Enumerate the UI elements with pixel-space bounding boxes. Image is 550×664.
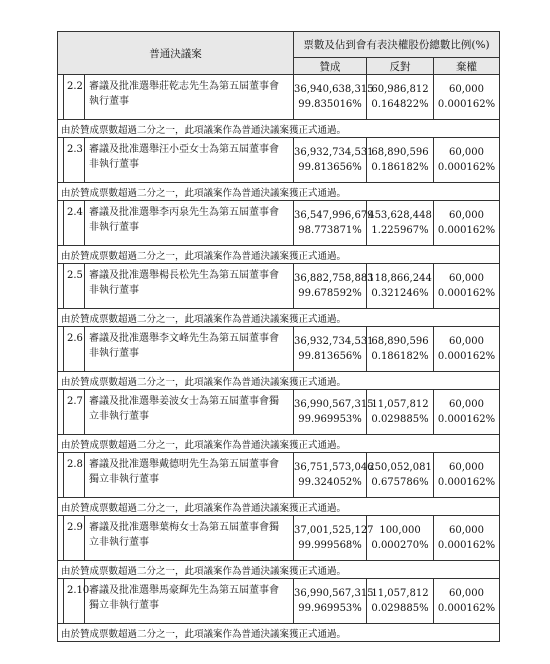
resolution-note: 由於贊成票數超過二分之一，此項議案作為普通決議案獲正式通過。 xyxy=(58,435,500,453)
resolution-note-row xyxy=(58,624,500,642)
resolution-number: 2.10 xyxy=(64,579,85,624)
against-pct: 0.186182% xyxy=(371,351,429,362)
for-cell xyxy=(294,75,374,120)
resolution-description: 審議及批准選舉馬豪輝先生為第五屆董事會獨立非執行董事 xyxy=(85,579,294,624)
for-votes: 36,932,734,531 xyxy=(294,336,374,347)
abstain-cell xyxy=(434,390,500,435)
abstain-pct: 0.000162% xyxy=(437,225,496,236)
abstain-pct: 0.000162% xyxy=(437,288,496,299)
for-votes: 36,751,573,046 xyxy=(294,462,374,473)
abstain-cell xyxy=(434,201,500,246)
for-pct: 98.773871% xyxy=(298,225,362,236)
against-pct: 0.675786% xyxy=(371,477,429,488)
abstain-votes: 60,000 xyxy=(449,273,485,284)
abstain-votes: 60,000 xyxy=(449,462,485,473)
resolution-rows xyxy=(58,75,500,642)
header-ordinary-resolutions: 普通決議案 xyxy=(58,32,294,75)
resolution-number: 2.2 xyxy=(64,75,85,120)
header-against: 反對 xyxy=(367,58,434,75)
against-cell xyxy=(367,264,434,309)
resolution-row xyxy=(58,201,500,246)
resolution-number: 2.6 xyxy=(64,327,85,372)
abstain-cell xyxy=(434,75,500,120)
against-pct: 0.029885% xyxy=(371,414,429,425)
abstain-votes: 60,000 xyxy=(449,147,485,158)
abstain-cell xyxy=(434,327,500,372)
for-cell xyxy=(294,201,374,246)
for-pct: 99.678592% xyxy=(298,288,362,299)
abstain-pct: 0.000162% xyxy=(437,351,496,362)
for-pct: 99.969953% xyxy=(298,414,362,425)
for-pct: 99.813656% xyxy=(298,162,362,173)
against-votes: 68,890,596 xyxy=(371,336,429,347)
resolution-note-row xyxy=(58,435,500,453)
resolution-note: 由於贊成票數超過二分之一，此項議案作為普通決議案獲正式通過。 xyxy=(58,309,500,327)
against-votes: 11,057,812 xyxy=(371,399,429,410)
for-votes: 36,932,734,531 xyxy=(294,147,374,158)
resolution-row xyxy=(58,75,500,120)
resolution-note-row xyxy=(58,183,500,201)
resolution-row xyxy=(58,453,500,498)
resolution-description: 審議及批准選舉姜波女士為第五屆董事會獨立非執行董事 xyxy=(85,390,294,435)
for-pct: 99.999568% xyxy=(298,540,362,551)
for-pct: 99.813656% xyxy=(298,351,362,362)
resolution-row xyxy=(58,264,500,309)
resolution-number: 2.8 xyxy=(64,453,85,498)
for-votes: 36,990,567,315 xyxy=(294,588,374,599)
for-cell xyxy=(294,579,374,624)
for-cell xyxy=(294,264,374,309)
resolution-row xyxy=(58,138,500,183)
for-votes: 36,990,567,315 xyxy=(294,399,374,410)
abstain-cell xyxy=(434,453,500,498)
resolution-description: 審議及批准選舉戴德明先生為第五屆董事會獨立非執行董事 xyxy=(85,453,294,498)
resolution-note-row xyxy=(58,120,500,138)
against-votes: 118,866,244 xyxy=(368,273,432,284)
against-cell xyxy=(367,327,434,372)
abstain-pct: 0.000162% xyxy=(437,603,496,614)
resolution-description: 審議及批准選舉李文峰先生為第五屆董事會非執行董事 xyxy=(85,327,294,372)
against-votes: 250,052,081 xyxy=(368,462,432,473)
for-votes: 37,001,525,127 xyxy=(294,525,374,536)
for-pct: 99.835016% xyxy=(298,99,362,110)
resolution-note: 由於贊成票數超過二分之一，此項議案作為普通決議案獲正式通過。 xyxy=(58,561,500,579)
resolution-description: 審議及批准選舉楊長松先生為第五屆董事會非執行董事 xyxy=(85,264,294,309)
header-for: 贊成 xyxy=(294,58,367,75)
resolution-row xyxy=(58,579,500,624)
resolution-row xyxy=(58,327,500,372)
resolution-description: 審議及批准選舉葉梅女士為第五屆董事會獨立非執行董事 xyxy=(85,516,294,561)
abstain-pct: 0.000162% xyxy=(437,414,496,425)
resolution-note-row xyxy=(58,561,500,579)
for-pct: 99.324052% xyxy=(298,477,362,488)
resolution-note: 由於贊成票數超過二分之一，此項議案作為普通決議案獲正式通過。 xyxy=(58,372,500,390)
header-abstain: 棄權 xyxy=(434,58,500,75)
resolution-description: 審議及批准選舉莊乾志先生為第五屆董事會執行董事 xyxy=(85,75,294,120)
against-cell xyxy=(367,390,434,435)
abstain-pct: 0.000162% xyxy=(437,99,496,110)
for-cell xyxy=(294,453,374,498)
resolution-note: 由於贊成票數超過二分之一，此項議案作為普通決議案獲正式通過。 xyxy=(58,246,500,264)
voting-results-document xyxy=(57,31,499,642)
abstain-pct: 0.000162% xyxy=(437,540,496,551)
resolution-note-row xyxy=(58,498,500,516)
resolution-row xyxy=(58,516,500,561)
against-pct: 0.321246% xyxy=(371,288,429,299)
resolution-note: 由於贊成票數超過二分之一，此項議案作為普通決議案獲正式通過。 xyxy=(58,120,500,138)
against-cell xyxy=(367,75,434,120)
abstain-cell xyxy=(434,264,500,309)
for-votes: 36,940,638,315 xyxy=(294,84,374,95)
for-cell xyxy=(294,327,374,372)
against-votes: 453,628,448 xyxy=(368,210,432,221)
header-vote-counts: 票數及佔到會有表決權股份總數比例(%) xyxy=(294,32,500,58)
resolution-number: 2.5 xyxy=(64,264,85,309)
against-pct: 0.186182% xyxy=(371,162,429,173)
against-votes: 11,057,812 xyxy=(371,588,429,599)
resolution-note-row xyxy=(58,309,500,327)
against-pct: 1.225967% xyxy=(371,225,429,236)
abstain-votes: 60,000 xyxy=(449,588,485,599)
voting-results-table xyxy=(57,31,500,642)
abstain-cell xyxy=(434,579,500,624)
against-votes: 60,986,812 xyxy=(371,84,429,95)
abstain-cell xyxy=(434,138,500,183)
resolution-note: 由於贊成票數超過二分之一，此項議案作為普通決議案獲正式通過。 xyxy=(58,498,500,516)
for-cell xyxy=(294,138,374,183)
against-pct: 0.000270% xyxy=(371,540,429,551)
against-pct: 0.164822% xyxy=(371,99,429,110)
for-pct: 99.969953% xyxy=(298,603,362,614)
resolution-number: 2.9 xyxy=(64,516,85,561)
abstain-cell xyxy=(434,516,500,561)
abstain-pct: 0.000162% xyxy=(437,477,496,488)
abstain-votes: 60,000 xyxy=(449,399,485,410)
resolution-description: 審議及批准選舉汪小亞女士為第五屆董事會非執行董事 xyxy=(85,138,294,183)
against-votes: 68,890,596 xyxy=(371,147,429,158)
abstain-pct: 0.000162% xyxy=(437,162,496,173)
for-votes: 36,882,758,883 xyxy=(294,273,374,284)
resolution-note: 由於贊成票數超過二分之一，此項議案作為普通決議案獲正式通過。 xyxy=(58,183,500,201)
resolution-number: 2.4 xyxy=(64,201,85,246)
resolution-note: 由於贊成票數超過二分之一，此項議案作為普通決議案獲正式通過。 xyxy=(58,624,500,642)
resolution-note-row xyxy=(58,246,500,264)
against-cell xyxy=(367,579,434,624)
against-pct: 0.029885% xyxy=(371,603,429,614)
against-cell xyxy=(367,453,434,498)
for-votes: 36,547,996,679 xyxy=(294,210,374,221)
against-cell xyxy=(367,201,434,246)
for-cell xyxy=(294,516,374,561)
resolution-note-row xyxy=(58,372,500,390)
abstain-votes: 60,000 xyxy=(449,84,485,95)
resolution-number: 2.7 xyxy=(64,390,85,435)
for-cell xyxy=(294,390,374,435)
against-votes: 100,000 xyxy=(379,525,421,536)
resolution-description: 審議及批准選舉李丙泉先生為第五屆董事會非執行董事 xyxy=(85,201,294,246)
resolution-number: 2.3 xyxy=(64,138,85,183)
abstain-votes: 60,000 xyxy=(449,210,485,221)
against-cell xyxy=(367,138,434,183)
abstain-votes: 60,000 xyxy=(449,336,485,347)
resolution-row xyxy=(58,390,500,435)
against-cell xyxy=(367,516,434,561)
abstain-votes: 60,000 xyxy=(449,525,485,536)
